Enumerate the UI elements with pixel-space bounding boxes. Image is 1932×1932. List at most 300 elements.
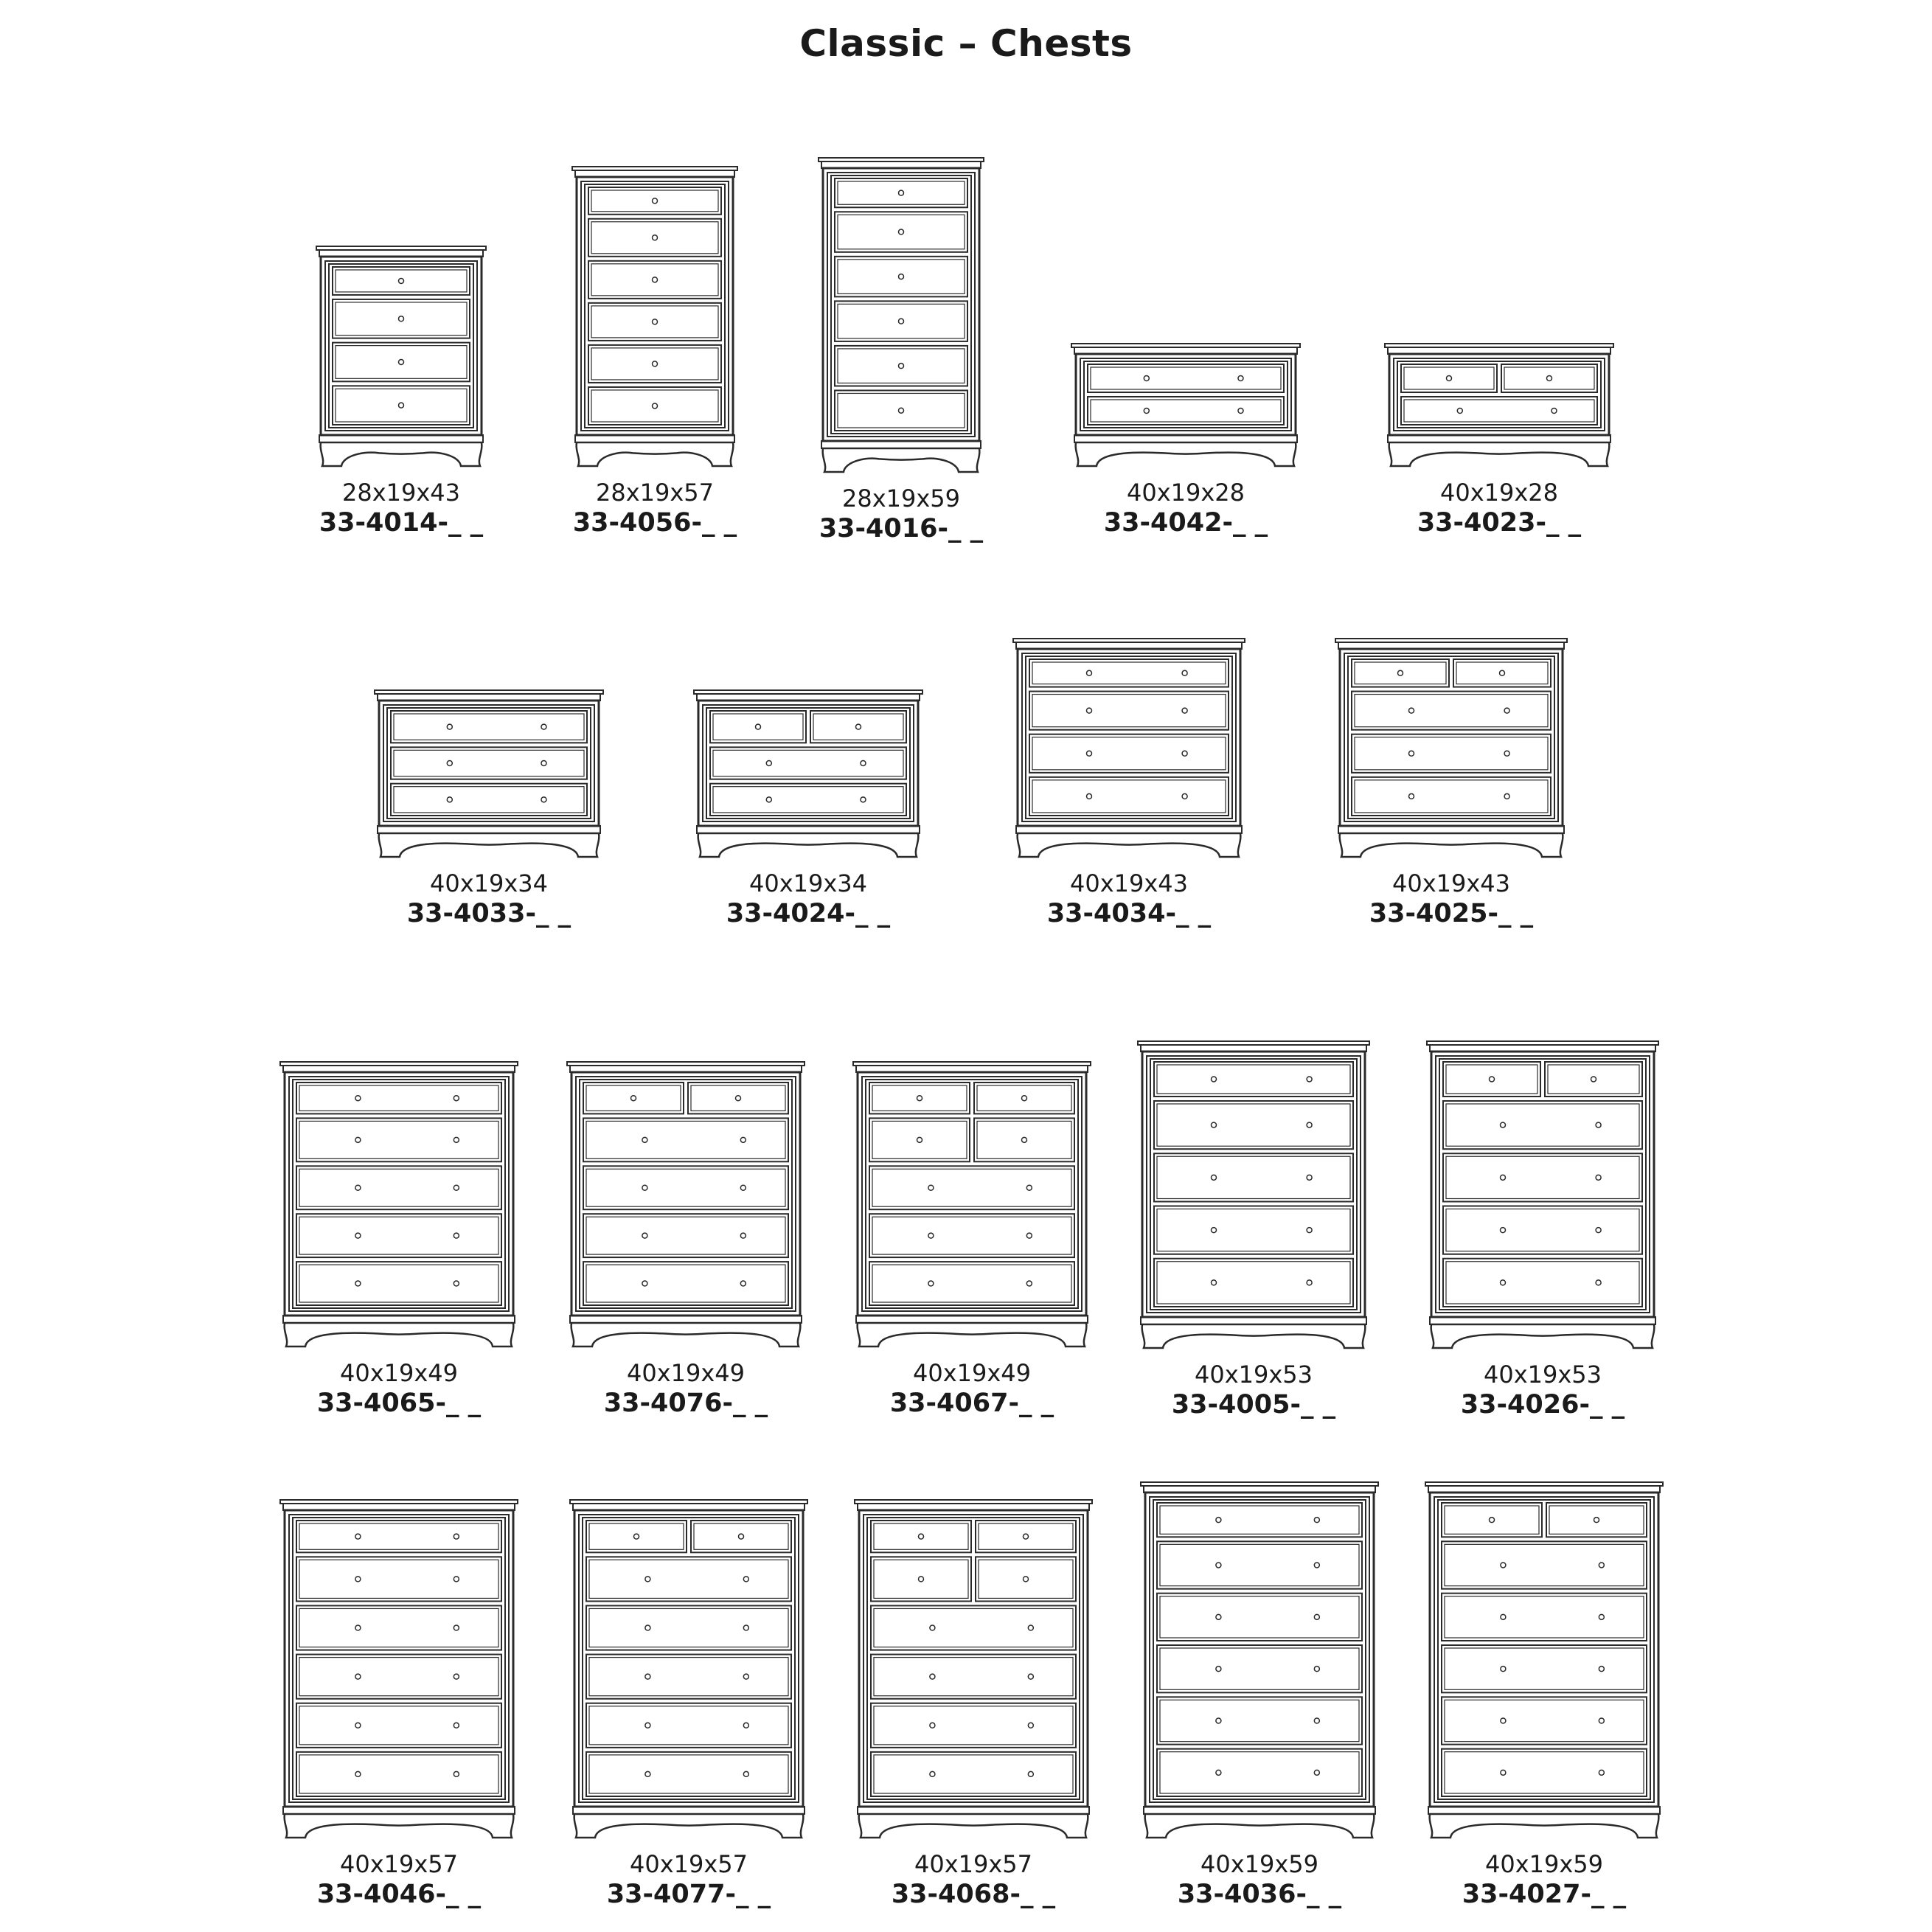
drawer-knob-icon: [642, 1233, 647, 1238]
drawer-panel: [1157, 1156, 1350, 1198]
drawer-front: [871, 1752, 1076, 1796]
drawer-knob-icon: [1596, 1175, 1601, 1180]
drawer-knob-icon: [928, 1233, 934, 1238]
drawer-knob-icon: [1599, 1718, 1604, 1723]
drawer-knob-icon: [1024, 1577, 1029, 1582]
chest-carcass: [574, 1510, 803, 1807]
drawer-panel: [979, 1523, 1073, 1549]
chest-model-code: 33-4005-_ _: [1171, 1390, 1336, 1420]
drawer-front: [688, 1083, 788, 1113]
drawer-knob-icon: [1501, 1667, 1506, 1672]
drawer-front: [1442, 1503, 1542, 1537]
drawer-knob-icon: [1028, 1625, 1033, 1630]
drawer-front: [588, 303, 721, 341]
drawer-front: [835, 178, 967, 207]
drawer-front: [1157, 1697, 1362, 1744]
drawer-front: [835, 390, 967, 431]
drawer-knob-icon: [355, 1625, 361, 1630]
drawer-front: [710, 711, 806, 743]
drawer-panel: [1032, 662, 1226, 684]
drawer-knob-icon: [541, 761, 546, 766]
drawer-panel: [874, 1523, 968, 1549]
drawer-knob-icon: [454, 1137, 459, 1142]
drawer-panel: [1160, 1700, 1359, 1741]
drawer-front: [1029, 692, 1229, 730]
drawer-panel: [1160, 1596, 1359, 1638]
chest-item: [639, 690, 978, 929]
chest-frame-outer: [1436, 1056, 1650, 1313]
drawer-front: [1154, 1206, 1353, 1254]
chest-model-code: 33-4068-_ _: [891, 1880, 1056, 1909]
drawer-front: [871, 1605, 1076, 1650]
drawer-front: [1443, 1062, 1540, 1097]
drawer-panel: [591, 264, 718, 296]
drawer-knob-icon: [645, 1674, 650, 1679]
drawer-knob-icon: [454, 1771, 459, 1776]
drawer-knob-icon: [740, 1281, 746, 1286]
drawer-knob-icon: [1504, 708, 1509, 713]
drawer-knob-icon: [355, 1577, 361, 1582]
chest-dimensions: 28x19x57: [595, 479, 715, 507]
drawer-knob-icon: [399, 403, 404, 408]
drawer-knob-icon: [1501, 1563, 1506, 1568]
drawer-front: [810, 711, 906, 743]
drawer-front: [296, 1703, 501, 1748]
drawer-knob-icon: [1409, 793, 1414, 799]
drawer-front: [1029, 734, 1229, 773]
drawer-panel: [874, 1608, 1073, 1647]
chest-bracket-feet: [1430, 1814, 1659, 1838]
drawer-knob-icon: [1182, 751, 1187, 756]
drawer-knob-icon: [766, 797, 771, 802]
chest-dimensions: 40x19x34: [748, 869, 868, 897]
chest-drawing: [850, 1062, 1094, 1348]
chest-dimensions: 40x19x28: [1126, 479, 1245, 507]
drawer-knob-icon: [1087, 670, 1092, 675]
drawer-front: [1442, 1749, 1647, 1796]
drawer-panel: [872, 1121, 967, 1158]
chest-frame-inner: [1397, 361, 1601, 428]
drawer-panel: [394, 787, 584, 813]
chest-bracket-feet: [379, 833, 600, 857]
drawer-front: [583, 1214, 788, 1257]
chest-dimensions: 40x19x57: [629, 1850, 748, 1878]
drawer-front: [1442, 1594, 1647, 1641]
chest-bracket-feet: [823, 448, 980, 472]
drawer-knob-icon: [1216, 1718, 1221, 1723]
drawer-panel: [1549, 1506, 1644, 1534]
drawer-front: [583, 1262, 788, 1305]
drawer-knob-icon: [743, 1625, 748, 1630]
drawer-knob-icon: [1409, 708, 1414, 713]
drawer-knob-icon: [919, 1534, 924, 1539]
drawer-front: [391, 784, 587, 816]
chest-bracket-feet: [698, 833, 919, 857]
drawer-front: [1154, 1062, 1353, 1097]
drawer-knob-icon: [541, 724, 546, 729]
chest-drawing: [569, 167, 740, 468]
drawer-knob-icon: [653, 198, 658, 204]
drawer-panel: [838, 349, 965, 383]
drawer-panel: [1548, 1065, 1639, 1094]
drawer-front: [588, 187, 721, 215]
drawer-panel: [1445, 1506, 1539, 1534]
drawer-knob-icon: [899, 229, 904, 234]
drawer-knob-icon: [928, 1185, 934, 1190]
drawer-knob-icon: [1212, 1175, 1217, 1180]
drawer-knob-icon: [899, 190, 904, 195]
drawer-knob-icon: [454, 1577, 459, 1582]
chest-frame-inner: [706, 708, 910, 819]
drawer-knob-icon: [1182, 793, 1187, 799]
drawer-panel: [872, 1217, 1071, 1254]
chest-item: [229, 1500, 569, 1910]
chest-item: [959, 639, 1299, 929]
drawer-panel: [591, 348, 718, 380]
chest-frame-outer: [289, 1077, 509, 1311]
drawer-knob-icon: [899, 319, 904, 324]
drawer-front: [296, 1083, 501, 1113]
drawer-front: [333, 343, 470, 382]
drawer-knob-icon: [355, 1674, 361, 1679]
drawer-knob-icon: [917, 1096, 922, 1101]
drawer-panel: [1032, 780, 1226, 813]
drawer-panel: [589, 1755, 788, 1793]
chest-frame-inner: [1084, 361, 1288, 428]
drawer-knob-icon: [1307, 1122, 1312, 1127]
drawer-knob-icon: [1501, 1228, 1506, 1233]
drawer-knob-icon: [1599, 1563, 1604, 1568]
drawer-knob-icon: [743, 1723, 748, 1728]
drawer-knob-icon: [740, 1185, 746, 1190]
chest-dimensions: 40x19x59: [1484, 1850, 1604, 1878]
drawer-front: [1154, 1259, 1353, 1307]
drawer-knob-icon: [1314, 1614, 1319, 1619]
drawer-knob-icon: [1314, 1667, 1319, 1672]
chest-drawing: [1138, 1482, 1381, 1839]
drawer-front: [333, 386, 470, 425]
chest-frame-outer: [579, 1515, 799, 1802]
drawer-knob-icon: [1216, 1770, 1221, 1775]
drawer-knob-icon: [743, 1771, 748, 1776]
chest-dimensions: 40x19x28: [1439, 479, 1559, 507]
drawer-front: [871, 1703, 1076, 1748]
drawer-panel: [1355, 662, 1446, 684]
chest-drawing: [277, 1062, 521, 1348]
chest-frame-inner: [387, 708, 591, 819]
drawer-panel: [1160, 1648, 1359, 1689]
drawer-panel: [872, 1085, 967, 1111]
chest-dimensions: 40x19x49: [339, 1359, 459, 1387]
drawer-panel: [299, 1265, 498, 1302]
drawer-front: [1545, 1062, 1642, 1097]
drawer-knob-icon: [1551, 409, 1557, 414]
drawer-panel: [1355, 737, 1548, 770]
drawer-knob-icon: [1022, 1096, 1027, 1101]
drawer-front: [871, 1521, 971, 1552]
drawer-panel: [977, 1085, 1071, 1111]
drawer-front: [1352, 692, 1551, 730]
chest-drawing: [1068, 344, 1303, 468]
drawer-front: [869, 1118, 970, 1161]
drawer-knob-icon: [355, 1771, 361, 1776]
drawer-panel: [1446, 1209, 1639, 1251]
drawer-front: [296, 1605, 501, 1650]
drawer-knob-icon: [653, 277, 658, 282]
chest-model-code: 33-4014-_ _: [319, 508, 484, 538]
drawer-knob-icon: [1216, 1518, 1221, 1523]
drawer-knob-icon: [1212, 1077, 1217, 1082]
drawer-panel: [1160, 1544, 1359, 1585]
drawer-panel: [1157, 1209, 1350, 1251]
drawer-panel: [299, 1085, 498, 1111]
chest-model-code: 33-4076-_ _: [603, 1389, 768, 1418]
drawer-front: [976, 1521, 1076, 1552]
chest-drawing: [691, 690, 925, 858]
drawer-panel: [586, 1169, 785, 1206]
drawer-front: [296, 1262, 501, 1305]
drawer-front: [869, 1262, 1074, 1305]
chest-bracket-feet: [859, 1814, 1088, 1838]
drawer-knob-icon: [355, 1281, 361, 1286]
drawer-knob-icon: [541, 797, 546, 802]
drawer-panel: [979, 1560, 1073, 1598]
drawer-panel: [1355, 780, 1548, 813]
drawer-panel: [1446, 1104, 1639, 1146]
drawer-panel: [591, 390, 718, 422]
drawer-front: [1088, 364, 1284, 392]
chest-drawing: [852, 1500, 1095, 1839]
drawer-knob-icon: [1501, 1770, 1506, 1775]
drawer-knob-icon: [1028, 1771, 1033, 1776]
chest-frame-inner: [831, 176, 971, 434]
drawer-panel: [299, 1217, 498, 1254]
drawer-knob-icon: [861, 761, 866, 766]
chest-model-code: 33-4077-_ _: [606, 1880, 771, 1909]
chest-frame-outer: [576, 1077, 796, 1311]
chest-carcass: [379, 701, 599, 826]
drawer-knob-icon: [899, 408, 904, 413]
drawer-panel: [1091, 400, 1281, 422]
drawer-panel: [589, 1608, 788, 1647]
drawer-front: [1442, 1541, 1647, 1588]
drawer-knob-icon: [1490, 1518, 1495, 1523]
drawer-panel: [874, 1560, 968, 1598]
drawer-knob-icon: [1307, 1228, 1312, 1233]
drawer-front: [586, 1521, 687, 1552]
drawer-front: [296, 1118, 501, 1161]
drawer-panel: [591, 306, 718, 338]
drawer-panel: [838, 393, 965, 428]
chest-bracket-feet: [858, 1323, 1087, 1347]
chest-model-code: 33-4067-_ _: [889, 1389, 1054, 1418]
drawer-panel: [1404, 367, 1494, 389]
drawer-knob-icon: [1182, 708, 1187, 713]
drawer-knob-icon: [1026, 1233, 1032, 1238]
drawer-knob-icon: [355, 1185, 361, 1190]
drawer-knob-icon: [1314, 1518, 1319, 1523]
drawer-panel: [591, 190, 718, 212]
drawer-knob-icon: [645, 1771, 650, 1776]
drawer-knob-icon: [917, 1137, 922, 1142]
drawer-front: [1157, 1541, 1362, 1588]
drawer-panel: [713, 750, 903, 776]
chest-model-code: 33-4027-_ _: [1462, 1880, 1627, 1909]
drawer-knob-icon: [1307, 1077, 1312, 1082]
drawer-knob-icon: [739, 1534, 744, 1539]
chest-dimensions: 40x19x49: [626, 1359, 746, 1387]
drawer-knob-icon: [355, 1534, 361, 1539]
chest-drawing: [313, 246, 489, 468]
drawer-knob-icon: [454, 1096, 459, 1101]
drawer-knob-icon: [1087, 793, 1092, 799]
chest-drawing: [564, 1062, 807, 1348]
drawer-panel: [1355, 695, 1548, 727]
drawer-knob-icon: [1594, 1518, 1599, 1523]
chest-bracket-feet: [577, 442, 734, 466]
drawer-knob-icon: [1024, 1534, 1029, 1539]
drawer-front: [1157, 1594, 1362, 1641]
drawer-knob-icon: [1307, 1280, 1312, 1285]
drawer-knob-icon: [399, 278, 404, 283]
chest-dimensions: 28x19x59: [841, 484, 961, 512]
drawer-front: [1442, 1697, 1647, 1744]
drawer-knob-icon: [454, 1185, 459, 1190]
drawer-panel: [394, 714, 584, 740]
drawer-knob-icon: [1026, 1281, 1032, 1286]
drawer-knob-icon: [645, 1625, 650, 1630]
drawer-knob-icon: [743, 1577, 748, 1582]
drawer-panel: [1504, 367, 1594, 389]
drawer-panel: [838, 215, 965, 249]
chest-model-code: 33-4046-_ _: [316, 1880, 482, 1909]
drawer-panel: [589, 1560, 788, 1598]
drawer-panel: [1445, 1752, 1644, 1793]
drawer-front: [391, 711, 587, 743]
drawer-front: [1501, 364, 1597, 392]
chest-bracket-feet: [321, 442, 482, 466]
drawer-front: [1029, 659, 1229, 687]
drawer-panel: [874, 1755, 1073, 1793]
drawer-panel: [586, 1265, 785, 1302]
drawer-panel: [336, 346, 467, 379]
drawer-panel: [1091, 367, 1281, 389]
chest-carcass: [859, 1510, 1088, 1807]
chest-frame-outer: [703, 705, 914, 821]
drawer-front: [835, 257, 967, 297]
drawer-panel: [1032, 695, 1226, 727]
drawer-panel: [1445, 1648, 1644, 1689]
chest-carcass: [858, 1072, 1086, 1316]
drawer-panel: [394, 750, 584, 776]
drawer-knob-icon: [653, 403, 658, 409]
drawer-front: [583, 1118, 788, 1161]
drawer-knob-icon: [861, 797, 866, 802]
drawer-knob-icon: [930, 1723, 935, 1728]
drawer-panel: [299, 1169, 498, 1206]
drawer-front: [588, 345, 721, 383]
chest-drawing: [816, 158, 987, 473]
chest-bracket-feet: [571, 1323, 801, 1347]
chest-carcass: [1142, 1052, 1365, 1317]
drawer-panel: [336, 389, 467, 422]
chest-bracket-feet: [285, 1323, 514, 1347]
drawer-knob-icon: [454, 1534, 459, 1539]
chest-frame-outer: [862, 1077, 1082, 1311]
drawer-knob-icon: [454, 1281, 459, 1286]
drawer-knob-icon: [447, 797, 452, 802]
chest-model-code: 33-4065-_ _: [316, 1389, 482, 1418]
drawer-knob-icon: [1028, 1674, 1033, 1679]
drawer-panel: [1404, 400, 1594, 422]
chest-carcass: [285, 1510, 513, 1807]
chest-drawing: [1424, 1041, 1661, 1349]
chest-frame-outer: [1150, 1497, 1369, 1802]
drawer-panel: [299, 1560, 498, 1598]
drawer-knob-icon: [355, 1233, 361, 1238]
drawer-knob-icon: [743, 1674, 748, 1679]
drawer-panel: [299, 1121, 498, 1158]
chest-drawing: [1332, 639, 1570, 858]
drawer-front: [588, 219, 721, 257]
drawer-front: [1401, 397, 1597, 425]
drawer-knob-icon: [1212, 1228, 1217, 1233]
drawer-front: [1157, 1749, 1362, 1796]
chest-dimensions: 40x19x59: [1200, 1850, 1319, 1878]
drawer-panel: [1157, 1065, 1350, 1094]
drawer-panel: [1032, 737, 1226, 770]
drawer-knob-icon: [1547, 376, 1552, 381]
drawer-knob-icon: [653, 319, 658, 324]
chest-carcass: [823, 168, 979, 441]
chest-model-code: 33-4036-_ _: [1177, 1880, 1342, 1909]
drawer-knob-icon: [653, 361, 658, 366]
chest-item: [319, 690, 659, 929]
drawer-front: [1442, 1645, 1647, 1692]
drawer-panel: [299, 1608, 498, 1647]
drawer-knob-icon: [1501, 1175, 1506, 1180]
drawer-panel: [1160, 1506, 1359, 1534]
drawer-panel: [1157, 1104, 1350, 1146]
drawer-knob-icon: [1238, 376, 1243, 381]
chest-model-code: 33-4024-_ _: [726, 899, 891, 928]
drawer-panel: [838, 260, 965, 294]
drawer-knob-icon: [1490, 1077, 1495, 1082]
chest-dimensions: 40x19x34: [429, 869, 549, 897]
drawer-panel: [299, 1658, 498, 1696]
drawer-panel: [299, 1523, 498, 1549]
drawer-knob-icon: [454, 1674, 459, 1679]
chest-dimensions: 40x19x53: [1483, 1361, 1602, 1389]
chest-drawing: [1010, 639, 1248, 858]
drawer-knob-icon: [1314, 1718, 1319, 1723]
chest-bracket-feet: [1431, 1324, 1655, 1348]
drawer-knob-icon: [1087, 751, 1092, 756]
drawer-knob-icon: [1504, 793, 1509, 799]
drawer-knob-icon: [1022, 1137, 1027, 1142]
drawer-knob-icon: [1238, 409, 1243, 414]
drawer-knob-icon: [740, 1233, 746, 1238]
drawer-front: [588, 261, 721, 299]
chest-model-code: 33-4016-_ _: [819, 514, 984, 543]
chest-frame-outer: [1394, 358, 1605, 431]
drawer-front: [869, 1166, 1074, 1209]
chest-bracket-feet: [1018, 833, 1241, 857]
drawer-knob-icon: [355, 1723, 361, 1728]
drawer-knob-icon: [1500, 670, 1505, 675]
chest-carcass: [1430, 1493, 1658, 1807]
chest-carcass: [1431, 1052, 1654, 1317]
